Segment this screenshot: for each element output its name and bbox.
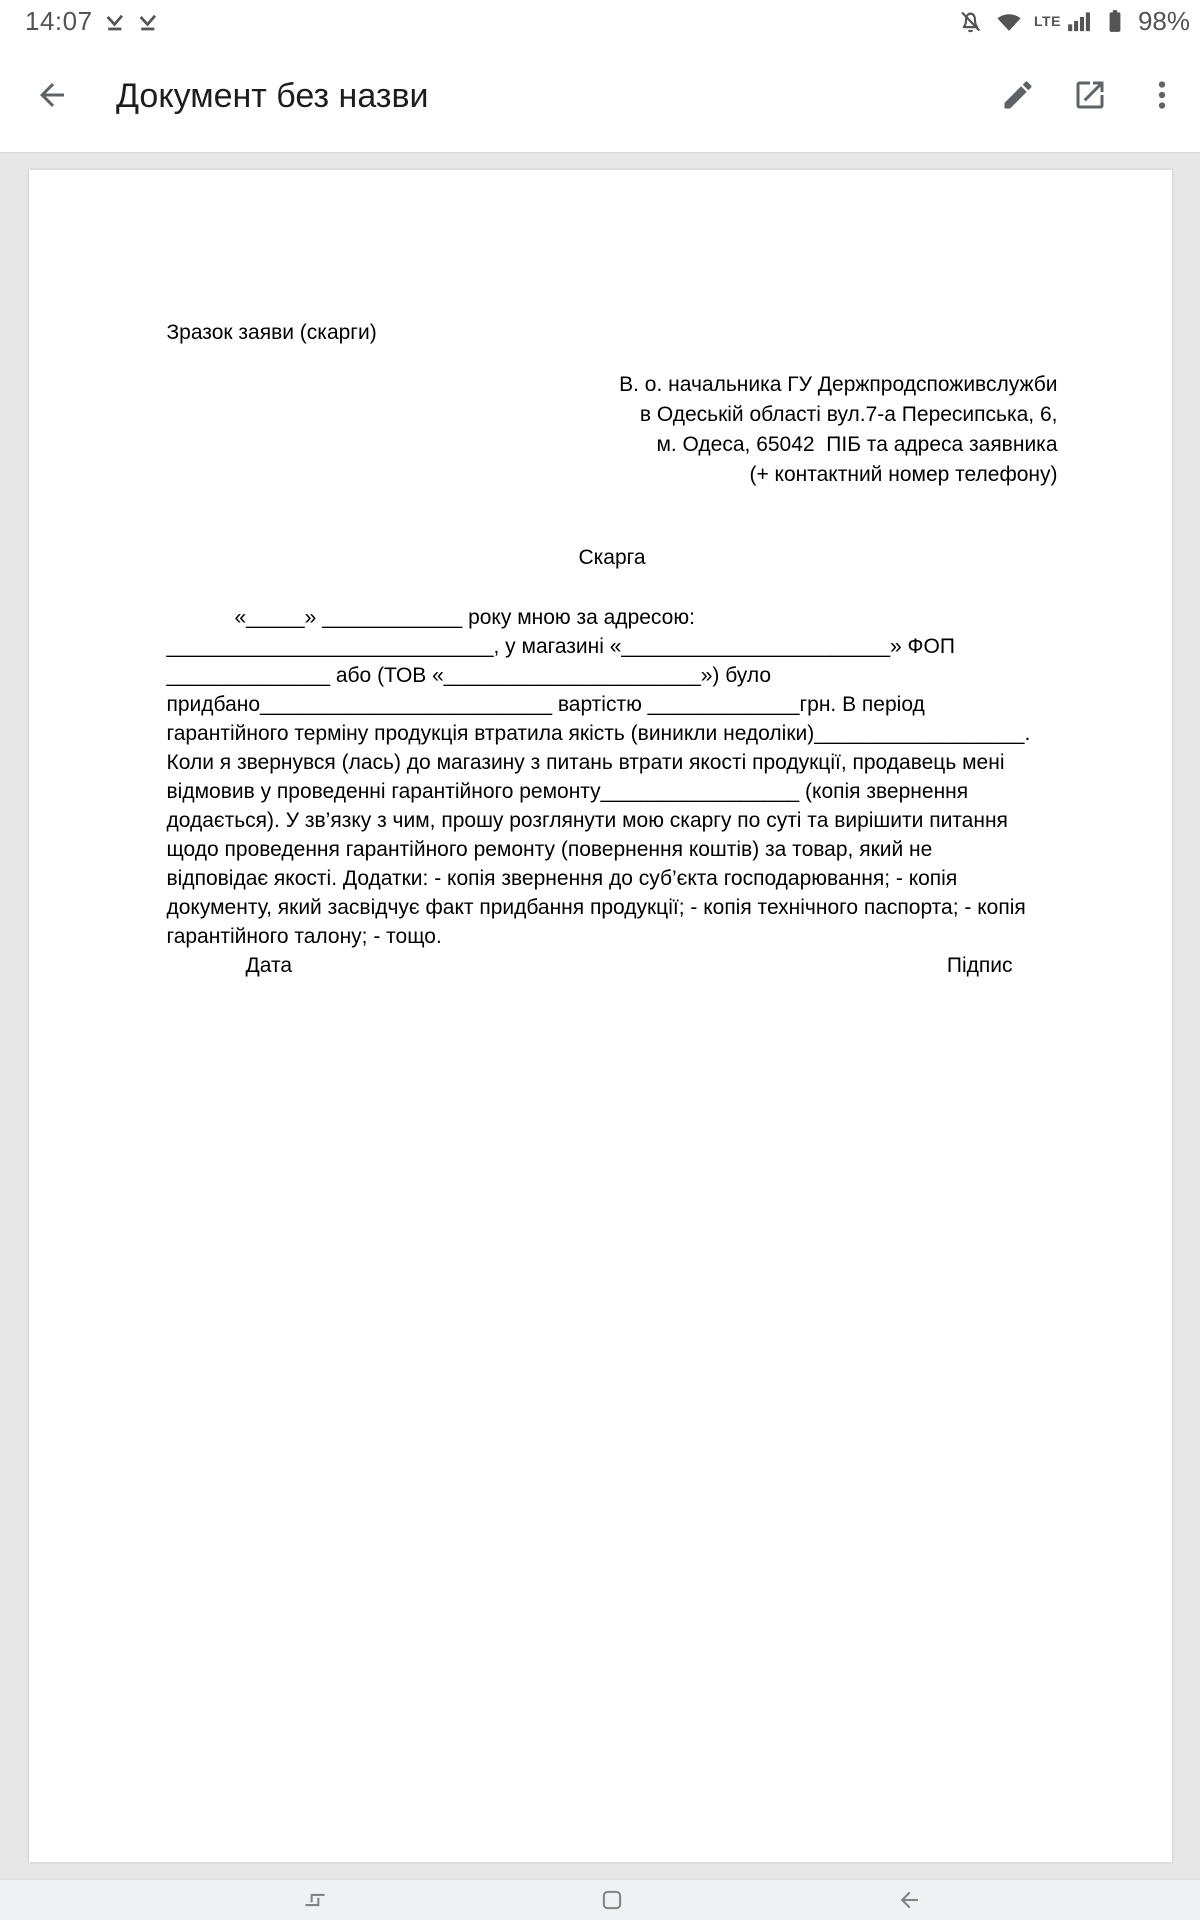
notifications-off-icon bbox=[957, 8, 984, 35]
status-bar bbox=[0, 0, 1200, 40]
wifi-icon bbox=[994, 8, 1024, 35]
clock: 14:07 bbox=[25, 5, 93, 36]
status-bar-right bbox=[957, 6, 1190, 37]
recents-button[interactable] bbox=[298, 1883, 333, 1918]
arrow-back-icon bbox=[34, 77, 70, 116]
body-line: гарантійного талону; - тощо. bbox=[166, 925, 442, 948]
body-line: ____________________________, у магазині «_______________________» ФОП bbox=[166, 635, 955, 658]
recipient-block bbox=[167, 370, 1058, 490]
edit-icon bbox=[1000, 77, 1036, 116]
open-in-new-icon bbox=[1072, 77, 1108, 116]
body-line: щодо проведення гарантійного ремонту (повернення коштів) за товар, який не bbox=[166, 838, 933, 861]
home-button[interactable] bbox=[595, 1883, 630, 1918]
body-line: придбано_________________________ вартістю _____________грн. В період bbox=[166, 693, 925, 716]
app-bar-actions bbox=[994, 72, 1186, 120]
body-line: документу, який засвідчує факт придбання продукції; - копія технічного паспорта; - копія bbox=[166, 896, 1026, 919]
home-icon bbox=[599, 1887, 626, 1914]
open-in-new-button[interactable] bbox=[1066, 72, 1114, 120]
download-done-icon bbox=[136, 10, 159, 33]
body-line: відповідає якості. Додатки: - копія звернення до суб’єкта господарювання; - копія bbox=[166, 867, 958, 890]
body-line: ______________ або (ТОВ «______________________») було bbox=[166, 664, 772, 687]
status-bar-left bbox=[25, 6, 159, 37]
document-canvas bbox=[0, 150, 1200, 1880]
app-bar bbox=[0, 40, 1200, 152]
edit-button[interactable] bbox=[994, 72, 1042, 120]
download-done-icon bbox=[103, 10, 126, 33]
battery-icon bbox=[1102, 8, 1128, 34]
body-line: «_____» ____________ року мною за адресою: bbox=[234, 606, 695, 629]
back-icon bbox=[894, 1886, 922, 1914]
battery-percent-label: 98% bbox=[1137, 5, 1190, 36]
back-nav-button[interactable] bbox=[890, 1882, 926, 1918]
date-label: Дата bbox=[245, 954, 293, 977]
recipient-line: В. о. начальника ГУ Держпродспоживслужби bbox=[619, 373, 1058, 396]
recipient-line: в Одеській області вул.7-а Пересипська, 6, bbox=[639, 403, 1058, 426]
signature-row bbox=[167, 951, 1058, 980]
navigation-bar bbox=[0, 1879, 1200, 1920]
back-button[interactable] bbox=[28, 72, 76, 120]
document-page[interactable] bbox=[29, 170, 1172, 1862]
body-line: додається). У зв’язку з чим, прошу розглянути мою скаргу по суті та вирішити питання bbox=[166, 809, 1008, 832]
recents-icon bbox=[302, 1887, 329, 1914]
recipient-line: м. Одеса, 65042 ПІБ та адреса заявника bbox=[656, 433, 1058, 456]
more-options-button[interactable] bbox=[1138, 72, 1186, 120]
body-line: Коли я звернувся (лась) до магазину з питань втрати якості продукції, продавець мені bbox=[166, 751, 1005, 774]
more-vert-icon bbox=[1144, 77, 1180, 116]
network-type-label: LTE bbox=[1034, 13, 1061, 29]
document-title[interactable]: Документ без назви bbox=[116, 76, 429, 115]
sample-label: Зразок заяви (скарги) bbox=[166, 321, 377, 344]
signature-label: Підпис bbox=[946, 954, 1013, 977]
body-line: гарантійного терміну продукція втратила якість (виникли недоліки)__________________. bbox=[166, 722, 1031, 745]
signal-strength-icon bbox=[1067, 9, 1092, 34]
recipient-line: (+ контактний номер телефону) bbox=[749, 463, 1058, 486]
complaint-title: Скарга bbox=[578, 546, 646, 569]
body-line: відмовив у проведенні гарантійного ремонту_________________ (копія звернення bbox=[166, 780, 969, 803]
complaint-body bbox=[167, 603, 1058, 951]
